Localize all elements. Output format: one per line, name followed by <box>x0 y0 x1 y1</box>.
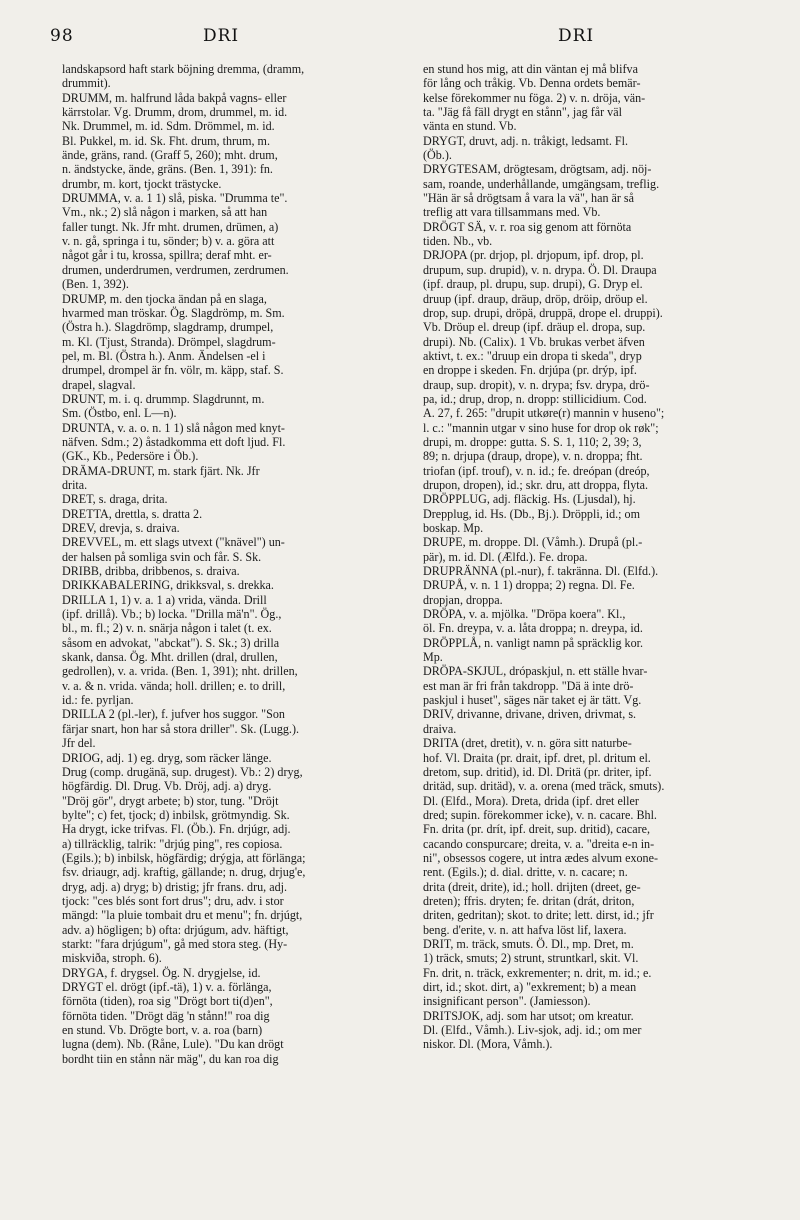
text-line: starkt: "fara drjúgum", gå med stora steg. (Hy- <box>62 936 288 951</box>
text-line: DRÄMA-DRUNT, m. stark fjärt. Nk. Jfr <box>62 463 260 478</box>
text-line: treflig att vara tillsammans med. Vb. <box>423 205 601 220</box>
text-line: bl., m. fl.; 2) v. n. snärja någon i talet (t. ex. <box>62 621 272 636</box>
text-line: DRIT, m. träck, smuts. Ö. Dl., mp. Dret, m. <box>423 936 634 951</box>
text-line: adv. a) högligen; b) ofta: drjúgum, adv. häftigt, <box>62 922 289 937</box>
text-line: drita (dreit, drite), id.; holl. drijten (dreet, ge- <box>423 879 641 894</box>
text-line: Dl. (Elfd., Våmh.). Liv-sjok, adj. id.; om mer <box>423 1023 642 1038</box>
text-line: ände, gräns, rand. (Graff 5, 260); mht. drum, <box>62 148 278 163</box>
text-line: högfärdig. Dl. Drug. Vb. Dröj, adj. a) dryg. <box>62 779 272 794</box>
text-line: DRILLA 2 (pl.-ler), f. jufver hos suggor. "Son <box>62 707 285 722</box>
text-line: mängd: "la pluie tombait dru et menu"; fn. drjúgt, <box>62 908 303 923</box>
text-line: DRYGT, druvt, adj. n. tråkigt, ledsamt. Fl. <box>423 133 629 148</box>
text-line: kärrstolar. Vg. Drumm, drom, drummel, m. id. <box>62 105 288 120</box>
text-line: kelse förekommer nu föga. 2) v. n. dröja, vän- <box>423 90 646 105</box>
running-head-left: DRI <box>203 26 240 46</box>
text-line: Drug (comp. drugänä, sup. drugest). Vb.: 2) dryg, <box>62 764 303 779</box>
text-line: DRÖPPLUG, adj. fläckig. Hs. (Ljusdal), hj. <box>423 492 636 507</box>
text-line: hvarmed man tröskar. Ög. Slagdrömp, m. Sm. <box>62 305 285 320</box>
text-line: (Östra h.). Slagdrömp, slagdramp, drumpel, <box>62 320 274 335</box>
text-line: DRYGT el. drögt (ipf.-tä), 1) v. a. förlänga, <box>62 980 272 994</box>
right-column <box>423 62 763 1052</box>
text-line: såsom en advokat, "abckat"). S. Sk.; 3) drilla <box>62 635 280 650</box>
text-line: ta. "Jäg få fäll drygt en stånn", jag får väl <box>423 105 622 120</box>
text-line: DRETTA, drettla, s. dratta 2. <box>62 506 203 521</box>
text-line: (ipf. draup, pl. drupu, sup. drupi), G. Dryp el. <box>423 277 643 292</box>
text-line: aktivt, t. ex.: "druup ein dropa ti skeda", dryp <box>423 348 642 363</box>
text-line: der halsen på somliga svin och får. S. Sk. <box>62 549 262 564</box>
text-line: DRILLA 1, 1) v. a. 1 a) vrida, vända. Drill <box>62 592 267 607</box>
text-line: DRYGA, f. drygsel. Ög. N. drygjelse, id. <box>62 965 261 980</box>
text-line: Jfr del. <box>62 736 96 751</box>
text-line: drummit). <box>62 76 111 91</box>
text-line: för lång och tråkig. Vb. Denna ordets bemär- <box>423 76 641 91</box>
text-line: dred; supin. förekommer icke), v. n. cacare. Bhl. <box>423 807 657 822</box>
text-line: dirt, id.; skot. dirt, a) "exkrement; b) a mean <box>423 980 637 994</box>
text-line: Vm., nk.; 2) slå någon i marken, så att han <box>62 205 268 220</box>
text-line: (Egils.); b) inbilsk, högfärdig; drýgja, att förlänga; <box>62 850 306 865</box>
text-line: drumen, underdrumen, verdrumen, zerdrumen. <box>62 262 289 277</box>
text-line: DRIOG, adj. 1) eg. dryg, som räcker länge. <box>62 750 272 765</box>
text-line: dryg, adj. a) dryg; b) dristig; jfr frans. dru, adj. <box>62 879 288 894</box>
text-line: druup (ipf. draup, dräup, dröp, dröip, dröup el. <box>423 291 648 306</box>
text-line: (ipf. drillå). Vb.; b) locka. "Drilla mä'n". Ög., <box>62 607 282 622</box>
text-line: Nk. Drummel, m. id. Sdm. Drömmel, m. id. <box>62 119 275 134</box>
text-line: drupum, sup. drupid), v. n. drypa. Ö. Dl. Draupa <box>423 262 657 277</box>
text-line: drita. <box>62 477 88 492</box>
text-line: tiden. Nb., vb. <box>423 234 493 249</box>
text-line: DRUNT, m. i. q. drummp. Slagdrunnt, m. <box>62 391 265 406</box>
text-line: lugna (dem). Nb. (Råne, Lule). "Du kan drögt <box>62 1037 284 1052</box>
text-line: en stund. Vb. Drögte bort, v. a. roa (barn) <box>62 1023 263 1038</box>
text-line: DRITA (dret, dretit), v. n. göra sitt naturbe- <box>423 736 632 751</box>
text-line: Bl. Pukkel, m. id. Sk. Fht. drum, thrum, m. <box>62 133 270 148</box>
text-line: triofan (ipf. trouf), v. n. id.; fe. dreópan (dreóp, <box>423 463 650 478</box>
running-head-right: DRI <box>558 26 595 46</box>
text-line: 1) träck, smuts; 2) strunt, struntkarl, skit. Vl. <box>423 951 639 966</box>
text-line: Vb. Dröup el. dreup (ipf. dräup el. dropa, sup. <box>423 320 646 335</box>
text-line: "Dröj gör", drygt arbete; b) stor, tung. "Dröjt <box>62 793 279 808</box>
text-line: hof. Vl. Draita (pr. drait, ipf. dret, pl. dritum el. <box>423 750 651 765</box>
text-line: est man är fri från takdropp. "Dä ä inte drö- <box>423 678 634 693</box>
text-line: Mp. <box>423 650 443 665</box>
text-line: drupon, dropen), id.; skr. dru, att droppa, flyta. <box>423 477 649 492</box>
text-line: DREVVEL, m. ett slags utvext ("knävel") un- <box>62 535 285 550</box>
text-line: DRUPÅ, v. n. 1 1) droppa; 2) regna. Dl. Fe. <box>423 578 635 593</box>
text-line: DRUMM, m. halfrund låda bakpå vagns- eller <box>62 90 287 105</box>
text-line: drumpel, drompel är fn. völr, m. käpp, staf. S. <box>62 363 284 378</box>
text-line: en droppe i skeden. Fn. drjúpa (pr. drýp, ipf. <box>423 363 637 378</box>
left-column <box>62 62 400 1066</box>
text-line: paskjul i huset", säges när taket ej är tätt. Vg. <box>423 693 642 708</box>
text-line: förnöta tiden. "Drögt däg 'n stånn!" roa dig <box>62 1008 270 1023</box>
text-line: vänta en stund. Vb. <box>423 119 517 134</box>
text-line: DRÖGT SÄ, v. r. roa sig genom att förnöta <box>423 219 632 234</box>
text-line: dreten); ffris. dryten; fe. dritan (drát, driton, <box>423 893 635 908</box>
text-line: färjar snart, hon har så stora driller". Sk. (Lugg.). <box>62 721 299 736</box>
text-line: rent. (Egils.); d. dial. dritte, v. n. cacare; n. <box>423 865 628 880</box>
text-line: Ha drygt, icke trifvas. Fl. (Öb.). Fn. drjúgr, adj. <box>62 822 291 837</box>
text-line: Dl. (Elfd., Mora). Dreta, drida (ipf. dret eller <box>423 793 639 808</box>
text-line: faller tungt. Nk. Jfr mht. drumen, drümen, a) <box>62 219 279 234</box>
text-line: en stund hos mig, att din väntan ej må blifva <box>423 62 638 76</box>
text-line: (Öb.). <box>423 148 452 163</box>
text-line: pel, m. Bl. (Östra h.). Anm. Ändelsen -el i <box>62 348 266 363</box>
text-line: något går i tu, krossa, spillra; deraf mht. er- <box>62 248 272 263</box>
text-line: DRÖPPLÅ, n. vanligt namn på spräcklig kor. <box>423 635 644 650</box>
text-line: tjock: "ces blés sont fort drus"; dru, adv. i stor <box>62 893 284 908</box>
text-line: "Hän är så drögtsam å vara la vä", han är så <box>423 191 635 206</box>
text-line: drupi). Nb. (Calix). 1 Vb. brukas verbet äfven <box>423 334 645 349</box>
text-line: Sm. (Östbo, enl. L—n). <box>62 406 177 421</box>
text-line: DRÖPA-SKJUL, drópaskjul, n. ett ställe hvar- <box>423 664 648 679</box>
text-line: draup, sup. dropit), v. n. drypa; fsv. drypa, drö- <box>423 377 650 392</box>
text-line: landskapsord haft stark böjning dremma, (dramm, <box>62 62 305 76</box>
text-line: drop, sup. drupi, dröpä, druppä, drope el. druppi). <box>423 305 663 320</box>
text-line: DRUPRÄNNA (pl.-nur), f. takränna. Dl. (Elfd.). <box>423 564 659 579</box>
text-line: bordht tiin en stånn när mäg", du kan roa dig <box>62 1051 279 1066</box>
text-line: pär), m. id. Dl. (Ælfd.). Fe. dropa. <box>423 549 588 564</box>
text-line: öl. Fn. dreypa, v. a. låta droppa; n. dreypa, id. <box>423 621 643 636</box>
text-line: DRUNTA, v. a. o. n. 1 1) slå någon med knyt- <box>62 420 285 435</box>
text-line: miskviða, stroph. 6). <box>62 951 162 966</box>
text-line: insignificant person". (Jamiesson). <box>423 994 591 1009</box>
text-line: (GK., Kb., Pedersöre i Öb.). <box>62 449 199 464</box>
text-line: dritäd, sup. dritäd), v. a. orena (med träck, smuts). <box>423 779 665 794</box>
text-line: DRUMMA, v. a. 1 1) slå, piska. "Drumma te". <box>62 191 288 206</box>
text-line: (Ben. 1, 392). <box>62 277 129 292</box>
text-line: beng. d'erite, v. n. att hafva löst lif, laxera. <box>423 922 627 937</box>
text-line: draiva. <box>423 721 457 736</box>
text-line: DRET, s. draga, drita. <box>62 492 168 507</box>
text-line: näfven. Sdm.; 2) åstadkomma ett doft ljud. Fl. <box>62 434 286 449</box>
text-line: id.: fe. pyrljan. <box>62 693 134 708</box>
text-line: n. ändstycke, ände, gräns. (Ben. 1, 391): fn. <box>62 162 273 177</box>
text-line: DRIBB, dribba, dribbenos, s. draiva. <box>62 564 240 579</box>
text-line: a) tillräcklig, talrik: "drjúg ping", res copiosa. <box>62 836 283 851</box>
text-line: niskor. Dl. (Mora, Våmh.). <box>423 1037 553 1052</box>
text-line: driten, gedritan); skot. to drite; lett. dirst, id.; jfr <box>423 908 654 923</box>
text-line: drupi, m. droppe: gutta. S. S. 1, 110; 2, 39; 3, <box>423 434 642 449</box>
text-line: DRJOPA (pr. drjop, pl. drjopum, ipf. drop, pl. <box>423 248 644 263</box>
text-line: v. a. & n. vrida. vända; holl. drillen; e. to drill, <box>62 678 286 693</box>
text-line: l. c.: "mannin utgar v sino huse for drop ok røk"; <box>423 420 659 435</box>
text-line: dretom, sup. dritid), id. Dl. Dritä (pr. driter, ipf. <box>423 764 652 779</box>
text-line: DREV, drevja, s. draiva. <box>62 521 180 535</box>
text-line: bylte"; c) fet, tjock; d) inbilsk, grötmyndig. Sk. <box>62 807 290 822</box>
text-line: Fn. drita (pr. drít, ipf. dreit, sup. dritid), cacare, <box>423 822 651 837</box>
text-line: DRITSJOK, adj. som har utsot; om kreatur. <box>423 1008 634 1023</box>
text-line: drapel, slagval. <box>62 377 136 392</box>
text-line: skank, dansa. Ög. Mht. drillen (dral, drullen, <box>62 650 278 665</box>
text-line: Fn. drit, n. träck, exkrementer; n. drit, m. id.; e. <box>423 965 652 980</box>
text-line: 89; n. drjupa (draup, drope), v. n. droppa; fht. <box>423 449 643 464</box>
text-line: A. 27, f. 265: "drupit utkøre(r) mannin v huseno"; <box>423 406 665 421</box>
text-line: gedrollen), v. a. vrida. (Ben. 1, 391); nht. drillen, <box>62 664 298 679</box>
text-line: Drepplug, id. Hs. (Db., Bj.). Dröppli, id.; om <box>423 506 641 521</box>
text-line: DRÖPA, v. a. mjölka. "Dröpa koera". Kl., <box>423 607 626 622</box>
text-line: dropjan, droppa. <box>423 592 503 607</box>
text-line: m. Kl. (Tjust, Stranda). Drömpel, slagdrum- <box>62 334 276 349</box>
text-line: DRUMP, m. den tjocka ändan på en slaga, <box>62 291 267 306</box>
text-line: v. n. gå, springa i tu, sönder; b) v. a. göra att <box>62 234 275 249</box>
text-line: DRYGTESAM, drögtesam, drögtsam, adj. nöj- <box>423 162 652 177</box>
text-line: DRIKKABALERING, drikksval, s. drekka. <box>62 578 274 593</box>
text-line: förnöta (tiden), roa sig "Drögt bort ti(d)en", <box>62 994 273 1009</box>
text-line: fsv. driaugr, adj. kraftig, gällande; n. drug, drjug'e, <box>62 865 306 880</box>
text-line: cacando conspurcare; dreita, v. a. "dreita e-n in- <box>423 836 655 851</box>
text-line: ni", obsessos cogere, ut intra ædes alvum exone- <box>423 850 659 865</box>
text-line: sam, roande, underhållande, umgängsam, treflig. <box>423 176 660 191</box>
page-number: 98 <box>50 26 74 46</box>
text-line: DRIV, drivanne, drivane, driven, drivmat, s. <box>423 707 637 722</box>
text-line: boskap. Mp. <box>423 521 484 535</box>
text-line: drumbr, m. kort, tjockt trästycke. <box>62 176 222 191</box>
text-line: pa, id.; drup, drop, n. dropp: stillicidium. Cod. <box>423 391 647 406</box>
text-line: DRUPE, m. droppe. Dl. (Våmh.). Drupå (pl.- <box>423 535 643 550</box>
